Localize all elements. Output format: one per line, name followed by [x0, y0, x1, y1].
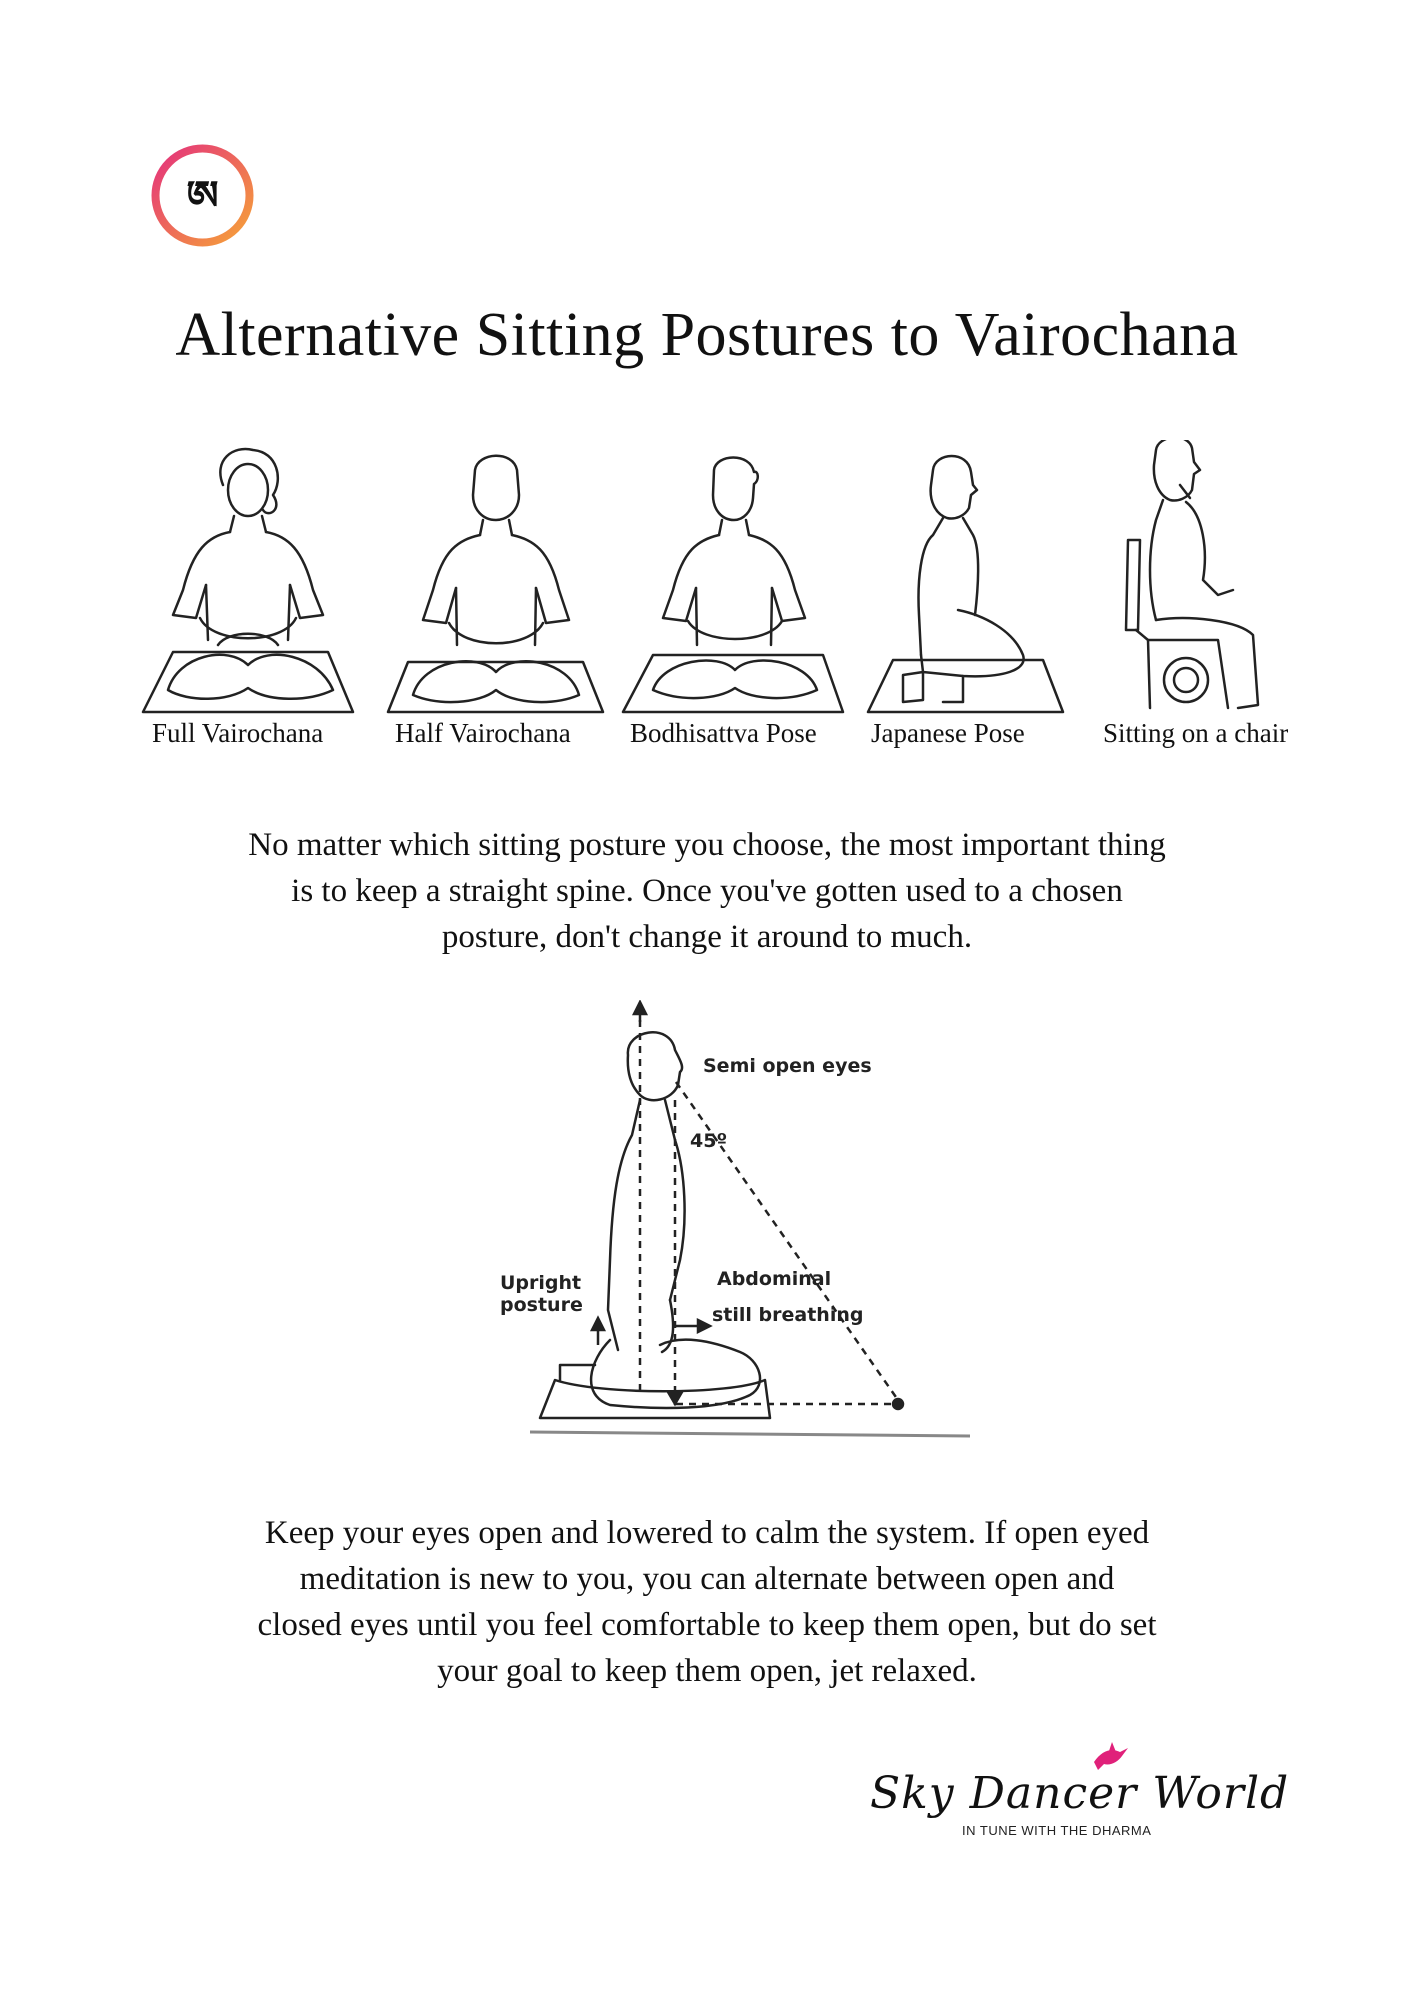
posture-japanese [863, 440, 1083, 760]
brand-signature [860, 1740, 1290, 1850]
intro-paragraph [0, 822, 1414, 960]
brand-tagline: IN TUNE WITH THE DHARMA [962, 1823, 1152, 1838]
full-vairochana-figure-icon [138, 440, 368, 720]
paragraph-line: No matter which sitting posture you choose, the most important thing [248, 827, 1166, 863]
posture-label: Bodhisattva Pose [630, 718, 817, 748]
posture-half-vairochana [383, 440, 613, 760]
paragraph-line: your goal to keep them open, jet relaxed. [437, 1653, 977, 1689]
posture-chair [1103, 440, 1338, 760]
label-abdominal-breathing [712, 1268, 864, 1326]
half-vairochana-figure-icon [383, 440, 613, 720]
paragraph-line: posture, don't change it around to much. [441, 919, 973, 955]
label-line: Upright [500, 1272, 582, 1294]
label-line: Abdominal [717, 1268, 832, 1290]
page-title: Alternative Sitting Postures to Vairochana [175, 301, 1239, 369]
posture-label: Sitting on a chair [1103, 718, 1289, 748]
logo [150, 143, 255, 248]
brand-name: Sky Dancer World [870, 1768, 1290, 1819]
label-semi-open-eyes: Semi open eyes [703, 1055, 872, 1077]
label-angle: 45º [690, 1130, 728, 1152]
japanese-pose-figure-icon [863, 440, 1083, 720]
bodhisattva-figure-icon [618, 440, 858, 720]
posture-full-vairochana [138, 440, 368, 760]
logo-ring-icon [150, 143, 255, 248]
eyes-paragraph [0, 1510, 1414, 1694]
posture-label: Half Vairochana [395, 718, 571, 748]
posture-bodhisattva [618, 440, 858, 760]
posture-diagram [500, 1000, 1000, 1450]
logo-glyph: ཨ [186, 172, 219, 219]
label-line: still breathing [712, 1304, 864, 1326]
postures-row [138, 440, 1338, 760]
paragraph-line: Keep your eyes open and lowered to calm the system. If open eyed [264, 1515, 1150, 1551]
paragraph-line: meditation is new to you, you can alternate between open and [299, 1561, 1115, 1597]
label-line: posture [500, 1294, 583, 1316]
paragraph-line: is to keep a straight spine. Once you've gotten used to a chosen [291, 873, 1123, 909]
paragraph-line: closed eyes until you feel comfortable to keep them open, but do set [257, 1607, 1157, 1643]
chair-sitting-figure-icon [1108, 440, 1338, 720]
posture-label: Japanese Pose [871, 718, 1025, 748]
label-upright-posture [500, 1272, 583, 1316]
posture-label: Full Vairochana [152, 718, 324, 748]
